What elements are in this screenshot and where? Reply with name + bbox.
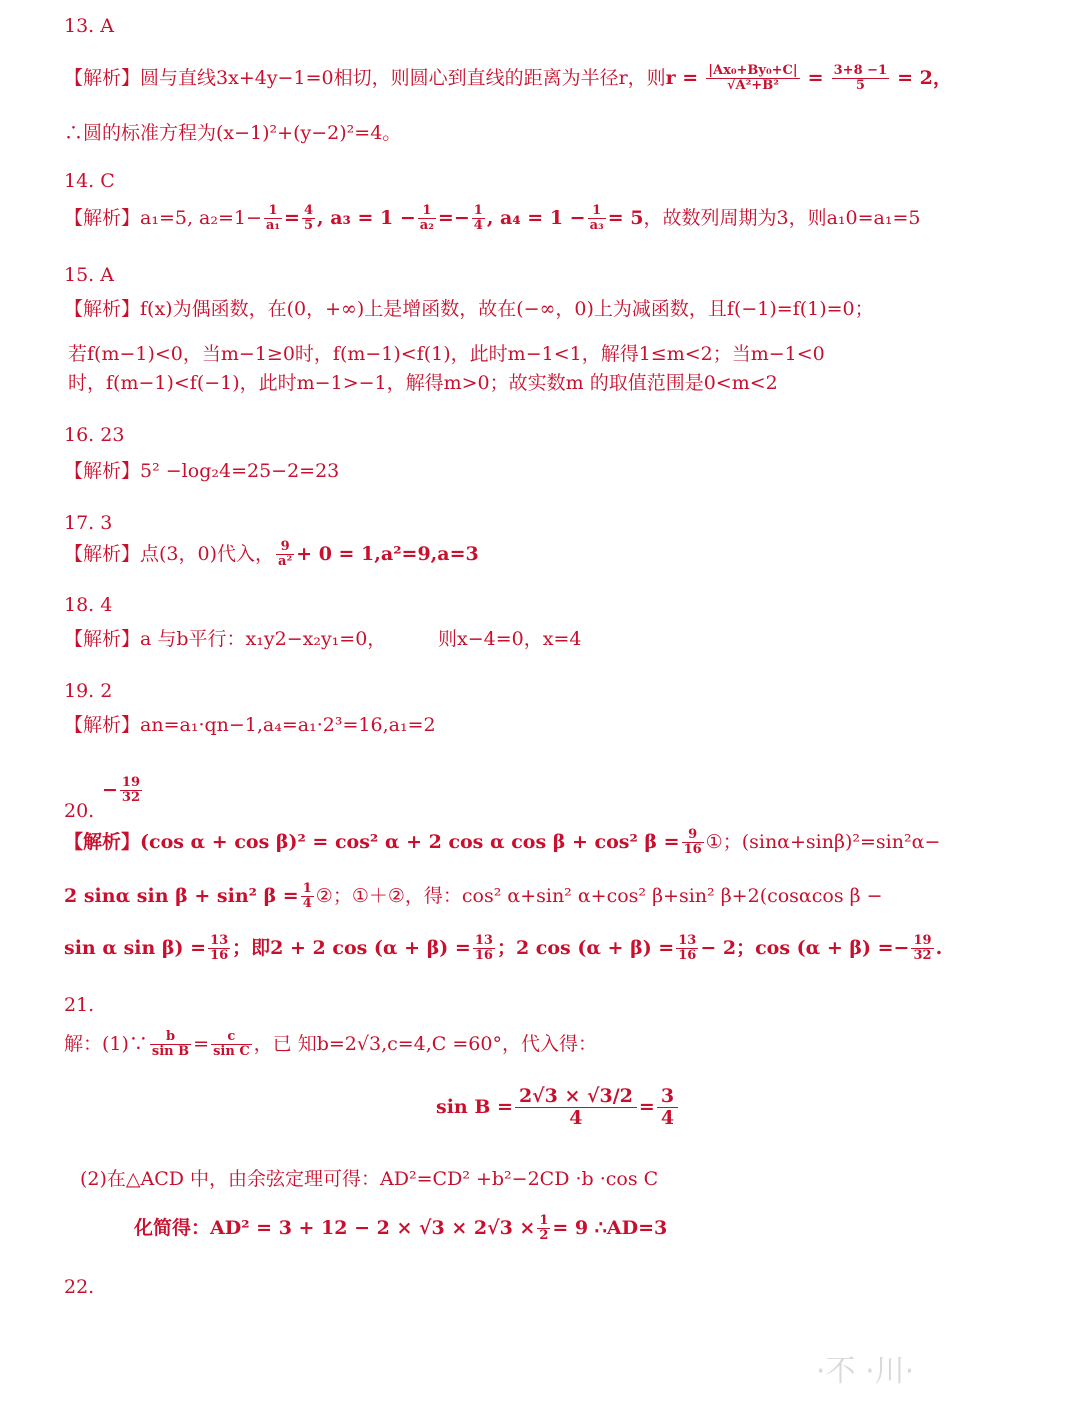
q20-fr4-num: 13 <box>474 933 493 948</box>
q21-line1a: 解：(1)∵ <box>64 1032 148 1055</box>
q19-text: an=a₁·qn−1,a₄=a₁·2³=16,a₁=2 <box>140 714 436 736</box>
q21-line4b: = 9 ∴AD=3 <box>552 1216 668 1239</box>
q20-fr5-den: 16 <box>678 948 697 964</box>
q22-number: 22. <box>64 1276 95 1298</box>
q13-frac2-den: 5 <box>855 78 865 94</box>
q20-fr3-num: 13 <box>210 933 229 948</box>
q21-fr3-den: 4 <box>660 1106 675 1129</box>
q16-line <box>64 460 339 483</box>
q21-line4 <box>134 1214 667 1244</box>
q21-eq2: = <box>638 1095 655 1118</box>
q20-line3e: . <box>935 936 943 959</box>
q18-line <box>64 628 386 651</box>
q13-frac1 <box>706 64 799 94</box>
q21-line3: (2)在△ACD 中，由余弦定理可得：AD²=CD² +b²−2CD ·b ·cos C <box>80 1168 659 1190</box>
corner-mark: ·不 ·川· <box>816 1354 915 1389</box>
q14-t1: = <box>284 206 300 229</box>
q14-label: 【解析】 <box>64 206 141 229</box>
q21-fr1-num: b <box>150 1030 191 1045</box>
q21-big-den: 4 <box>569 1106 583 1129</box>
q13-tail: = 2， <box>897 66 952 89</box>
q21-fr2-num: c <box>211 1030 252 1045</box>
q20-fr6-num: 19 <box>913 933 932 948</box>
q15-label: 【解析】 <box>64 298 141 320</box>
q13-number: 13. A <box>64 15 114 37</box>
q19-number: 19. 2 <box>64 680 113 702</box>
q18-tail: 则x−4=0，x=4 <box>438 628 582 650</box>
q14-fr5-den: a₃ <box>589 218 604 234</box>
q20-fr1-den: 16 <box>683 842 702 858</box>
q14-fr2-den: 5 <box>303 218 314 234</box>
q20-fr3-den: 16 <box>210 948 229 964</box>
q14-fr3-den: a₂ <box>419 218 434 234</box>
q20-line3 <box>64 934 942 964</box>
q17-tail: + 0 = 1,a²=9,a=3 <box>296 542 479 565</box>
q14-fr3-num: 1 <box>418 204 436 219</box>
q18-number: 18. 4 <box>64 594 113 616</box>
q20-number: 20. <box>64 800 95 822</box>
q13-label: 【解析】 <box>64 66 141 89</box>
q15-text1: f(x)为偶函数，在(0，+∞)上是增函数，故在(−∞，0)上为减函数，且f(−1)=f(1)=0； <box>140 298 874 320</box>
q21-fr4-num: 1 <box>539 1213 549 1228</box>
q17-label: 【解析】 <box>64 542 141 565</box>
q14-fr5-num: 1 <box>588 204 606 219</box>
q18-text: a 与b平行：x₁y2−x₂y₁=0， <box>140 628 387 650</box>
q20-line2b: ②；①＋②，得：cos² α+sin² α+cos² β+sin² β+2(cosαcos β − <box>315 884 883 907</box>
q17-text: 点(3，0)代入， <box>140 542 275 565</box>
q14-fr4-den: 4 <box>473 218 483 234</box>
q20-line1a: (cos α + cos β)² = cos² α + 2 cos α cos β + cos² β = <box>140 830 680 853</box>
q13-line1: 【解析】圆与直线3x+4y−1=0相切，则圆心到直线的距离为半径r，则r = $\frac{\text{|Ax₀+By₀+C|}}{\text{√A²+B²}}$ = $\frac{3+8 -1}{5}$ = 2， <box>64 63 952 94</box>
q14-line <box>64 204 920 234</box>
q21-big-num: 2√3 × √3/2 <box>515 1086 637 1108</box>
q21-sinB-label: sin B = <box>436 1095 513 1118</box>
q20-line1b: ①；(sinα+sinβ)²=sin²α− <box>705 830 941 853</box>
q17-number: 17. 3 <box>64 512 113 534</box>
q21-number: 21. <box>64 994 95 1016</box>
q17-fr-num: 9 <box>276 540 294 555</box>
q21-sinB <box>436 1086 680 1129</box>
q15-line3: 时，f(m−1)<f(−1)，此时m−1>−1，解得m>0；故实数m 的取值范围是0<m<2 <box>68 372 778 394</box>
q20-fr5-num: 13 <box>678 933 697 948</box>
q14-t2: , a₃ = 1 − <box>317 206 416 229</box>
q16-number: 16. 23 <box>64 424 125 446</box>
q19-line <box>64 714 436 737</box>
q20-answer-num: 19 <box>121 775 141 790</box>
q20-line3d: − 2；cos (α + β) =− <box>700 936 910 959</box>
q21-eq: = <box>193 1032 210 1055</box>
q21-fr1-den: sin B <box>151 1044 190 1060</box>
q13-line2: ∴圆的标准方程为(x−1)²+(y−2)²=4。 <box>64 122 402 144</box>
q21-fr3-num: 3 <box>657 1086 678 1108</box>
q20-line3c: ；2 cos (α + β) = <box>496 936 675 959</box>
q14-t5: = 5 <box>607 206 644 229</box>
q21-line1 <box>64 1030 597 1060</box>
q16-text: 5² −log₂4=25−2=23 <box>140 460 340 482</box>
q20-answer-sign: − <box>102 778 118 801</box>
q13-frac2 <box>832 64 889 94</box>
q20-fr4-den: 16 <box>474 948 493 964</box>
q19-label: 【解析】 <box>64 714 141 736</box>
q20-answer-den: 32 <box>121 790 141 806</box>
q20-fr6-den: 32 <box>913 948 932 964</box>
q18-label: 【解析】 <box>64 628 141 650</box>
q14-fr1-den: a₁ <box>265 218 281 234</box>
q20-line2a: 2 sinα sin β + sin² β = <box>64 884 299 907</box>
q13-frac2-num: 3+8 −1 <box>833 63 888 78</box>
q17-fr-den: a² <box>278 554 293 570</box>
q20-line3a: sin α sin β) = <box>64 936 207 959</box>
q14-number: 14. C <box>64 170 115 192</box>
q17-line <box>64 540 479 570</box>
q14-fr2-num: 4 <box>303 203 314 218</box>
q14-text: a₁=5, a₂=1− <box>140 206 262 229</box>
q14-tail: ，故数列周期为3，则a₁0=a₁=5 <box>643 206 921 229</box>
q13-r-eq: r = <box>665 66 699 89</box>
q16-label: 【解析】 <box>64 460 141 482</box>
q20-fr1-num: 9 <box>682 828 704 843</box>
q21-fr2-den: sin C <box>213 1044 250 1060</box>
q20-fr2-den: 4 <box>302 896 312 912</box>
q20-answer <box>102 776 144 806</box>
q20-label: 【解析】 <box>64 830 141 853</box>
q21-line1b: ，已 知b=2√3,c=4,C =60°，代入得： <box>253 1032 597 1055</box>
q20-fr2-num: 1 <box>302 881 312 896</box>
q13-frac1-den: √A²+B² <box>726 78 779 94</box>
q14-fr1-num: 1 <box>264 204 282 219</box>
q20-line1 <box>64 828 940 858</box>
q14-t3: =− <box>437 206 470 229</box>
q15-line2: 若f(m−1)<0，当m−1≥0时，f(m−1)<f(1)，此时m−1<1，解得1≤m<2；当m−1<0 <box>68 343 825 365</box>
q21-line4a: 化简得：AD² = 3 + 12 − 2 × √3 × 2√3 × <box>134 1216 536 1239</box>
q15-line1 <box>64 298 874 321</box>
q15-number: 15. A <box>64 264 114 286</box>
q14-t4: , a₄ = 1 − <box>486 206 586 229</box>
q20-line3b: ；即2 + 2 cos (α + β) = <box>232 936 471 959</box>
q20-line2 <box>64 882 883 912</box>
q21-fr4-den: 2 <box>539 1228 549 1244</box>
q14-fr4-num: 1 <box>473 203 483 218</box>
q13-text: 圆与直线3x+4y−1=0相切，则圆心到直线的距离为半径r，则 <box>140 66 666 89</box>
q13-frac1-num: |Ax₀+By₀+C| <box>708 63 798 78</box>
